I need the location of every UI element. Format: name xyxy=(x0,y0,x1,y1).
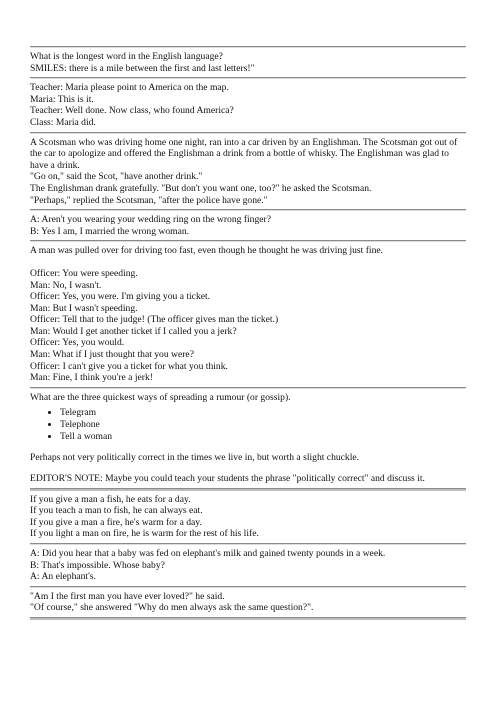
joke-longest-word xyxy=(30,48,466,77)
joke-line: "Perhaps," replied the Scotsman, "after the police have gone." xyxy=(30,194,268,206)
divider xyxy=(30,617,466,620)
joke-line: A: An elephant's. xyxy=(30,571,96,583)
joke-line: Class: Maria did. xyxy=(30,116,96,128)
joke-intro: A man was pulled over for driving too fast, even though he thought he was driving just fine. xyxy=(30,245,384,257)
list-item: • Tell a woman xyxy=(60,431,466,443)
list-item: • Telephone xyxy=(60,419,466,431)
joke-first-man xyxy=(30,588,466,617)
joke-line: If you give a man a fish, he eats for a day. xyxy=(30,493,191,505)
joke-line: Man: What if I just thought that you were? xyxy=(30,349,194,361)
joke-line: Man: But I wasn't speeding. xyxy=(30,302,138,314)
joke-line: Man: Fine, I think you're a jerk! xyxy=(30,372,153,384)
joke-wedding-ring xyxy=(30,211,466,240)
joke-line: Maria: This is it. xyxy=(30,93,94,105)
joke-line: Teacher: Well done. Now class, who found America? xyxy=(30,105,234,117)
editor-note: EDITOR'S NOTE: Maybe you could teach your students the phrase "politically correct" and discuss it. xyxy=(30,473,425,485)
joke-line: What is the longest word in the English language? xyxy=(30,51,223,62)
joke-line: Officer: I can't give you a ticket for what you think. xyxy=(30,360,228,372)
joke-fish xyxy=(30,491,466,543)
bullet-list xyxy=(30,407,466,443)
joke-line: If you give a man a fire, he's warm for a day. xyxy=(30,516,202,528)
joke-line: B: Yes I am, I married the wrong woman. xyxy=(30,225,190,237)
list-item: • Telegram xyxy=(60,407,466,419)
joke-speeding xyxy=(30,242,466,387)
joke-line: The Englishman drank gratefully. "But don't you want one, too?" he asked the Scotsman. xyxy=(30,182,372,194)
joke-paragraph: A Scotsman who was driving home one night, ran into a car driven by an Englishman. The Scotsman got out of the car to apologize and offered the Englishman a drink from a bottle of whisky. The Englishman was glad to have a drink. xyxy=(30,136,460,171)
joke-elephant-milk xyxy=(30,545,466,586)
joke-line: "Am I the first man you have ever loved?" he said. xyxy=(30,590,225,602)
joke-line: A: Aren't you wearing your wedding ring on the wrong finger? xyxy=(30,214,271,226)
joke-line: SMILES: there is a mile between the first and last letters!" xyxy=(30,62,255,74)
joke-line: Man: No, I wasn't. xyxy=(30,279,102,291)
joke-line: Man: Would I get another ticket if I called you a jerk? xyxy=(30,325,237,337)
joke-line: Officer: Tell that to the judge! (The officer gives man the ticket.) xyxy=(30,314,279,326)
joke-line: If you teach a man to fish, he can always eat. xyxy=(30,505,203,517)
joke-line: Officer: Yes, you were. I'm giving you a ticket. xyxy=(30,291,211,303)
joke-line: Officer: Yes, you would. xyxy=(30,337,125,349)
joke-comment: Perhaps not very politically correct in the times we live in, but worth a slight chuckle. xyxy=(30,452,360,464)
jokes-document xyxy=(30,46,466,620)
joke-line: A: Did you hear that a baby was fed on elephant's milk and gained twenty pounds in a week. xyxy=(30,548,386,559)
joke-line: "Of course," she answered "Why do men always ask the same question?". xyxy=(30,602,314,614)
joke-line: B: That's impossible. Whose baby? xyxy=(30,559,165,571)
joke-line: Officer: You were speeding. xyxy=(30,267,138,279)
joke-scotsman xyxy=(30,134,466,210)
joke-line: If you light a man on fire, he is warm for the rest of his life. xyxy=(30,528,259,540)
joke-rumour xyxy=(30,389,466,488)
joke-question: What are the three quickest ways of spreading a rumour (or gossip). xyxy=(30,391,291,403)
joke-line: Teacher: Maria please point to America on the map. xyxy=(30,82,229,94)
joke-line: "Go on," said the Scot, "have another drink." xyxy=(30,171,203,183)
joke-america xyxy=(30,79,466,131)
